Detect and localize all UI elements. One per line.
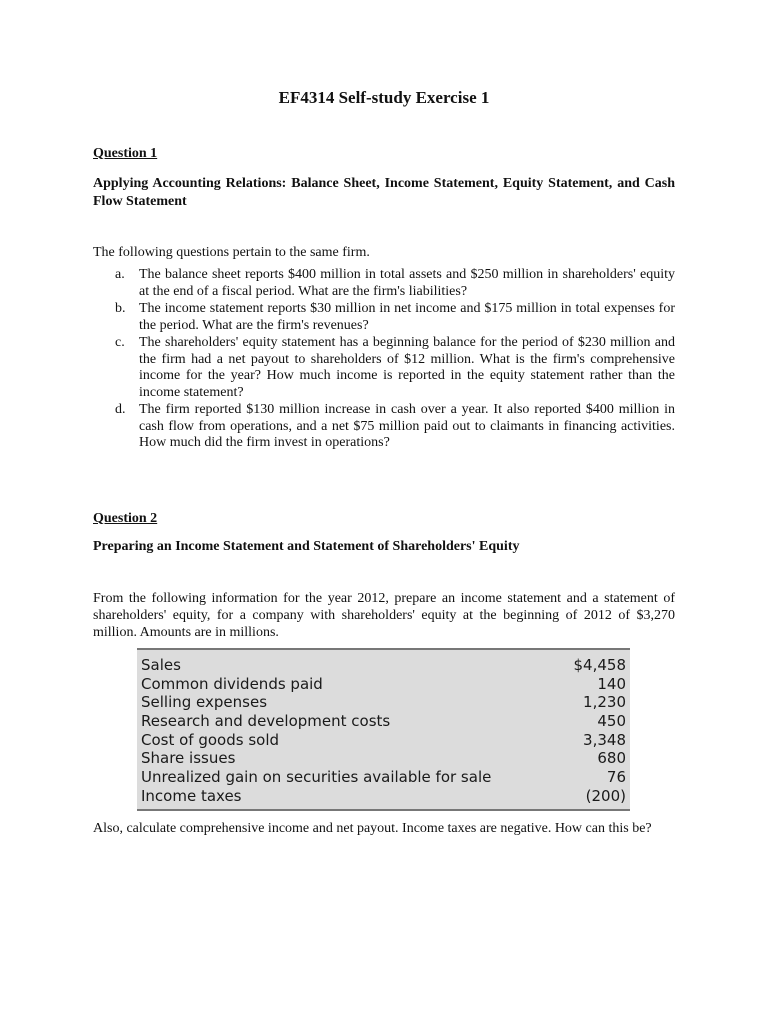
list-item-text: The shareholders' equity statement has a beginning balance for the period of $230 million and the firm had a net payout to shareholders of $12 million. What is the firm's comprehensive income for the year? How much income is reported in the equity statement rather than the income statement? — [139, 335, 675, 400]
list-item-marker: a. — [115, 267, 125, 282]
list-item — [93, 402, 675, 452]
row-value: 1,230 — [583, 693, 626, 712]
row-label: Cost of goods sold — [141, 730, 280, 749]
page-title: EF4314 Self-study Exercise 1 — [278, 88, 490, 107]
row-label: Income taxes — [141, 786, 242, 805]
question-1-list — [93, 267, 675, 453]
list-item — [93, 335, 675, 401]
question-2-intro: From the following information for the year 2012, prepare an income statement and a statement of shareholders' equity, for a company with shareholders' equity at the beginning of 2012 of $3,270 million. Amounts are in millions. — [93, 591, 675, 640]
row-value: 76 — [606, 768, 626, 787]
question-2-heading: Question 2 — [93, 511, 158, 526]
list-item-text: The balance sheet reports $400 million in total assets and $250 million in shareholders' equity at the end of a fiscal period. What are the firm's liabilities? — [139, 267, 675, 299]
row-value: (200) — [585, 786, 626, 805]
list-item-marker: c. — [115, 335, 125, 350]
row-value: 140 — [597, 674, 626, 693]
table-row — [141, 731, 626, 750]
table-row — [141, 712, 626, 731]
table-row — [141, 787, 626, 806]
row-label: Unrealized gain on securities available for sale — [141, 768, 492, 787]
row-label: Research and development costs — [141, 712, 391, 731]
row-label: Selling expenses — [141, 693, 268, 712]
question-1-subtitle: Applying Accounting Relations: Balance Sheet, Income Statement, Equity Statement, and Cash Flow Statement — [93, 176, 675, 209]
question-1-intro: The following questions pertain to the same firm. — [93, 245, 370, 260]
list-item-text: The firm reported $130 million increase in cash over a year. It also reported $400 million in cash flow from operations, and a net $75 million paid out to claimants in financing activities. How much did the firm invest in operations? — [139, 402, 675, 450]
list-item — [93, 301, 675, 334]
list-item-text: The income statement reports $30 million in net income and $175 million in total expenses for the period. What are the firm's revenues? — [139, 301, 675, 333]
row-value: 680 — [597, 749, 626, 768]
question-2-followup: Also, calculate comprehensive income and net payout. Income taxes are negative. How can this be? — [93, 821, 652, 836]
question-1-heading: Question 1 — [93, 146, 158, 161]
table-row — [141, 749, 626, 768]
table-row — [141, 675, 626, 694]
list-item-marker: d. — [115, 402, 126, 417]
row-label: Share issues — [141, 749, 236, 768]
row-value: $4,458 — [573, 656, 626, 674]
financial-data-table — [137, 648, 630, 811]
row-value: 450 — [597, 712, 626, 731]
table-row — [141, 768, 626, 787]
question-2-subtitle: Preparing an Income Statement and Statement of Shareholders' Equity — [93, 539, 520, 554]
table-row — [141, 656, 626, 675]
list-item-marker: b. — [115, 301, 126, 316]
row-label: Common dividends paid — [141, 674, 323, 693]
row-value: 3,348 — [583, 730, 626, 749]
list-item — [93, 267, 675, 300]
row-label: Sales — [141, 656, 181, 674]
table-row — [141, 693, 626, 712]
